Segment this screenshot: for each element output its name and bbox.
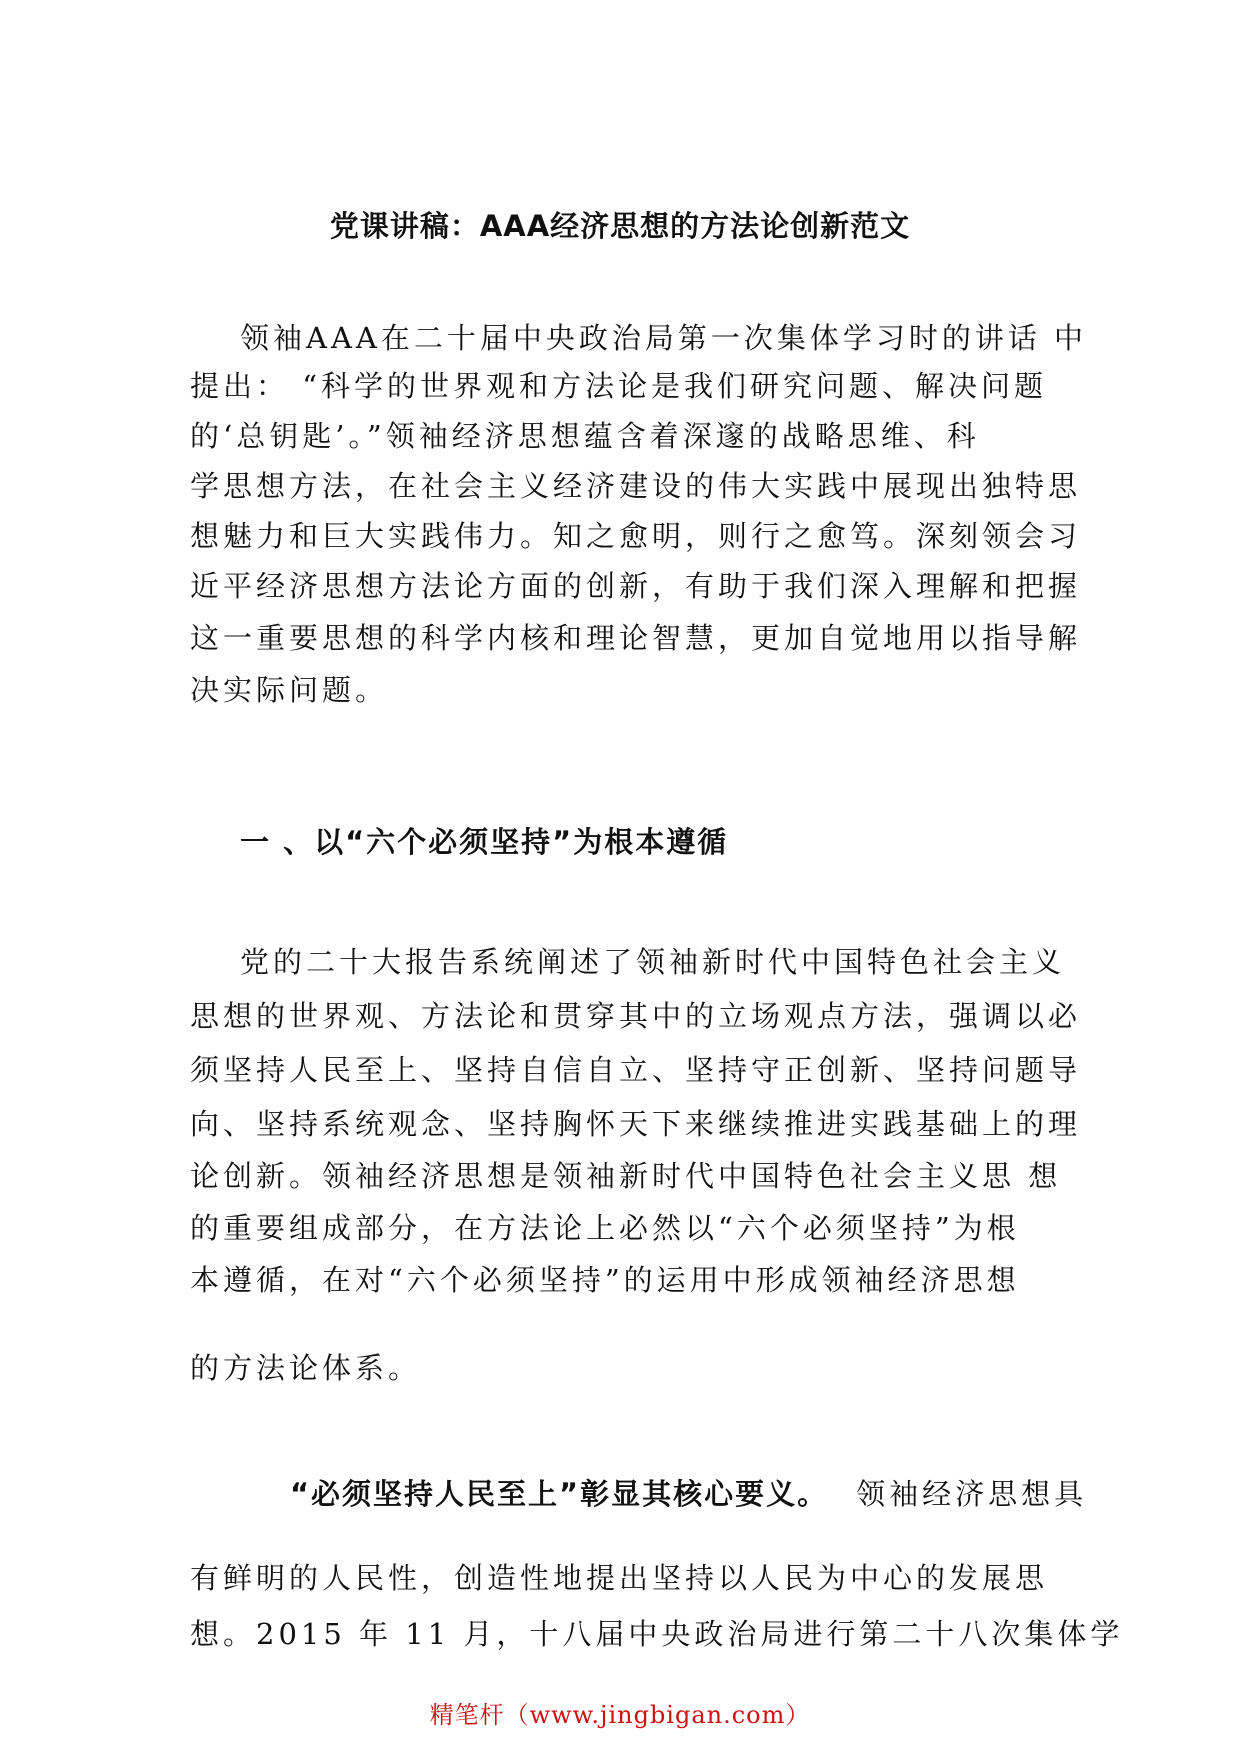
subsection-line: 想。2015 年 11 月，十八届中央政治局进行第二十八次集体学 [190,1617,1124,1651]
footer-watermark: 精笔杆（www.jingbigan.com） [429,1701,811,1729]
section-line: 论创新。领袖经济思想是领袖新时代中国特色社会主义思 想 [190,1159,1062,1193]
intro-line: 提出： “科学的世界观和方法论是我们研究问题、解决问题 [190,369,1048,403]
section-line: 党的二十大报告系统阐述了领袖新时代中国特色社会主义 [240,945,1066,979]
section-line: 向、坚持系统观念、坚持胸怀天下来继续推进实践基础上的理 [190,1107,1082,1141]
intro-line: 决实际问题。 [190,673,389,707]
document-title: 党课讲稿：AAA经济思想的方法论创新范文 [329,209,911,243]
subsection-bold-text: “必须坚持人民至上”彰显其核心要义。 [290,1477,829,1511]
section-line: 须坚持人民至上、坚持自信自立、坚持守正创新、坚持问题导 [190,1053,1082,1087]
intro-line: 学思想方法，在社会主义经济建设的伟大实践中展现出独特思 [190,469,1082,503]
subsection-lead [290,1472,1087,1513]
intro-line: 这一重要思想的科学内核和理论智慧，更加自觉地用以指导解 [190,621,1082,655]
section-line: 思想的世界观、方法论和贯穿其中的立场观点方法，强调以必 [190,999,1082,1033]
intro-line: 近平经济思想方法论方面的创新，有助于我们深入理解和把握 [190,569,1082,603]
subsection-line: 有鲜明的人民性，创造性地提出坚持以人民为中心的发展思 [190,1561,1049,1595]
intro-line: 领袖AAA在二十届中央政治局第一次集体学习时的讲话 中 [240,321,1088,355]
intro-line: 想魅力和巨大实践伟力。知之愈明，则行之愈笃。深刻领会习 [190,519,1082,553]
section-line: 的方法论体系。 [190,1351,422,1385]
section-heading: 一 、以“六个必须坚持”为根本遵循 [240,825,729,859]
section-line: 本遵循，在对“六个必须坚持”的运用中形成领袖经济思想 [190,1263,1020,1297]
intro-line: 的‘总钥匙’。”领袖经济思想蕴含着深邃的战略思维、科 [190,419,980,453]
subsection-normal-text: 领袖经济思想具 [856,1477,1088,1511]
section-line: 的重要组成部分，在方法论上必然以“六个必须坚持”为根 [190,1211,1020,1245]
